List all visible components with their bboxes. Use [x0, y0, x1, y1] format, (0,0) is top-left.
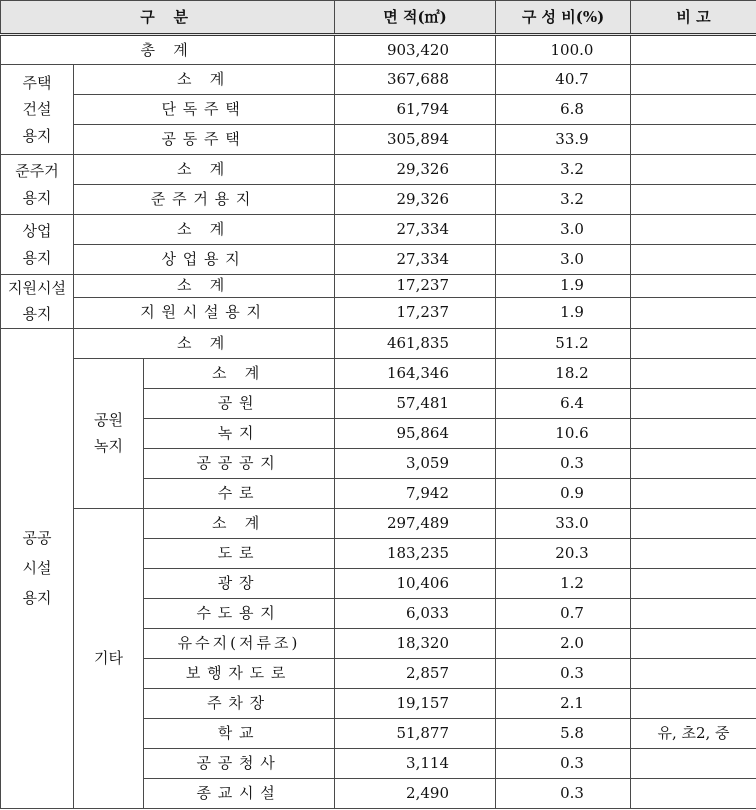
row-area: 6,033: [335, 598, 496, 628]
header-note: 비 고: [631, 1, 756, 35]
header-ratio: 구 성 비(%): [496, 1, 631, 35]
row-note: [631, 418, 756, 448]
row-label: 소 계: [74, 215, 335, 245]
row-area: 61,794: [335, 95, 496, 125]
row-area: 17,237: [335, 297, 496, 328]
row-ratio: 3.2: [496, 185, 631, 215]
row-note: [631, 125, 756, 155]
row-ratio: 6.8: [496, 95, 631, 125]
group-support-facility: 지원시설 용지: [1, 275, 74, 329]
table-row: [1, 65, 756, 95]
row-note: [631, 388, 756, 418]
row-ratio: 1.9: [496, 297, 631, 328]
table-row: [1, 125, 756, 155]
row-note: [631, 598, 756, 628]
row-label: 소 계: [144, 508, 335, 538]
row-note: [631, 65, 756, 95]
row-area: 3,114: [335, 748, 496, 778]
table-row: [1, 275, 756, 298]
row-area: 3,059: [335, 448, 496, 478]
row-label: 소 계: [74, 275, 335, 298]
row-area: 95,864: [335, 418, 496, 448]
row-label: 유수지(저류조): [144, 628, 335, 658]
row-ratio: 18.2: [496, 358, 631, 388]
row-note: [631, 508, 756, 538]
row-label: 소 계: [74, 328, 335, 358]
row-note: 유, 초2, 중: [631, 718, 756, 748]
row-label: 공원: [144, 388, 335, 418]
row-area: 7,942: [335, 478, 496, 508]
row-note: [631, 297, 756, 328]
subgroup-park-green: 공원 녹지: [74, 358, 144, 508]
row-label: 광장: [144, 568, 335, 598]
subgroup-other: 기타: [74, 508, 144, 808]
row-area: 19,157: [335, 688, 496, 718]
row-ratio: 0.9: [496, 478, 631, 508]
row-ratio: 20.3: [496, 538, 631, 568]
row-area: 2,857: [335, 658, 496, 688]
row-ratio: 0.3: [496, 658, 631, 688]
row-label: 단독주택: [74, 95, 335, 125]
row-ratio: 3.0: [496, 245, 631, 275]
row-label: 수로: [144, 478, 335, 508]
row-area: 297,489: [335, 508, 496, 538]
row-area: 461,835: [335, 328, 496, 358]
row-ratio: 3.2: [496, 155, 631, 185]
row-ratio: 40.7: [496, 65, 631, 95]
row-note: [631, 478, 756, 508]
row-note: [631, 185, 756, 215]
row-ratio: 6.4: [496, 388, 631, 418]
row-ratio: 1.2: [496, 568, 631, 598]
row-note: [631, 778, 756, 808]
row-label: 학교: [144, 718, 335, 748]
row-area: 367,688: [335, 65, 496, 95]
row-label: 주차장: [144, 688, 335, 718]
row-label: 소 계: [74, 65, 335, 95]
row-area: 2,490: [335, 778, 496, 808]
row-note: [631, 95, 756, 125]
row-area: 305,894: [335, 125, 496, 155]
row-label: 지원시설용지: [74, 297, 335, 328]
row-area: 51,877: [335, 718, 496, 748]
row-area: 164,346: [335, 358, 496, 388]
row-note: [631, 448, 756, 478]
total-label: 총 계: [1, 35, 335, 65]
row-area: 10,406: [335, 568, 496, 598]
row-note: [631, 658, 756, 688]
row-ratio: 0.3: [496, 778, 631, 808]
row-note: [631, 358, 756, 388]
row-note: [631, 155, 756, 185]
row-ratio: 0.3: [496, 748, 631, 778]
group-housing: 주택 건설 용지: [1, 65, 74, 155]
row-note: [631, 245, 756, 275]
row-label: 녹지: [144, 418, 335, 448]
row-label: 소 계: [144, 358, 335, 388]
row-ratio: 10.6: [496, 418, 631, 448]
group-quasi-residential: 준주거 용지: [1, 155, 74, 215]
row-ratio: 0.7: [496, 598, 631, 628]
row-area: 18,320: [335, 628, 496, 658]
row-area: 29,326: [335, 155, 496, 185]
row-label: 도로: [144, 538, 335, 568]
total-row: [1, 35, 756, 65]
total-ratio: 100.0: [496, 35, 631, 65]
row-label: 공동주택: [74, 125, 335, 155]
table-row: [1, 245, 756, 275]
row-label: 공공청사: [144, 748, 335, 778]
row-label: 종교시설: [144, 778, 335, 808]
row-note: [631, 628, 756, 658]
row-note: [631, 748, 756, 778]
row-area: 183,235: [335, 538, 496, 568]
row-area: 17,237: [335, 275, 496, 298]
table-row: [1, 155, 756, 185]
row-ratio: 5.8: [496, 718, 631, 748]
row-note: [631, 568, 756, 598]
row-area: 57,481: [335, 388, 496, 418]
row-ratio: 1.9: [496, 275, 631, 298]
group-public-facility: 공공 시설 용지: [1, 328, 74, 808]
row-label: 소 계: [74, 155, 335, 185]
total-note: [631, 35, 756, 65]
header-row: [1, 1, 756, 35]
row-ratio: 0.3: [496, 448, 631, 478]
row-label: 상업용지: [74, 245, 335, 275]
row-area: 27,334: [335, 245, 496, 275]
table-row: [1, 95, 756, 125]
total-area: 903,420: [335, 35, 496, 65]
row-label: 공공공지: [144, 448, 335, 478]
row-ratio: 3.0: [496, 215, 631, 245]
table-row: [1, 358, 756, 388]
row-note: [631, 328, 756, 358]
row-label: 준주거용지: [74, 185, 335, 215]
header-division: 구 분: [1, 1, 335, 35]
table-row: [1, 297, 756, 328]
row-note: [631, 215, 756, 245]
table-row: [1, 508, 756, 538]
row-ratio: 2.1: [496, 688, 631, 718]
header-area: 면 적(㎡): [335, 1, 496, 35]
row-note: [631, 688, 756, 718]
table-row: [1, 185, 756, 215]
row-area: 29,326: [335, 185, 496, 215]
row-label: 수도용지: [144, 598, 335, 628]
row-ratio: 33.9: [496, 125, 631, 155]
group-commercial: 상업 용지: [1, 215, 74, 275]
table-row: [1, 215, 756, 245]
row-ratio: 2.0: [496, 628, 631, 658]
row-note: [631, 538, 756, 568]
row-ratio: 33.0: [496, 508, 631, 538]
table-row: [1, 328, 756, 358]
row-label: 보행자도로: [144, 658, 335, 688]
row-area: 27,334: [335, 215, 496, 245]
row-ratio: 51.2: [496, 328, 631, 358]
row-note: [631, 275, 756, 298]
